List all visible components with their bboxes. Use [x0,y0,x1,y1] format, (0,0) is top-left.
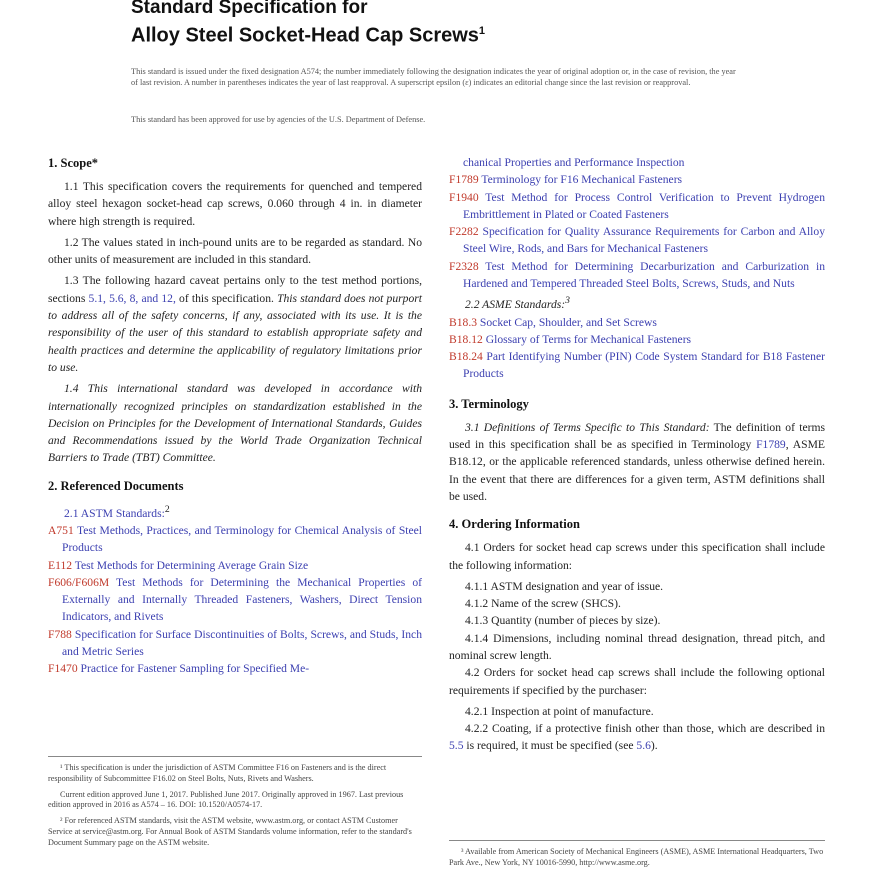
footnote-1: ¹ This specification is under the jurisdiction of ASTM Committee F16 on Fasteners and is the direct responsibility of Subcommittee F16.02 on Steel Bolts, Nuts, Rivets and Washers. [48,763,387,783]
ref-title[interactable]: Terminology for F16 Mechanical Fasteners [478,173,683,187]
right-column [449,154,825,755]
asme-ref-item[interactable] [449,348,825,383]
ref-title[interactable]: Part Identifying Number (PIN) Code System Standard for B18 Fastener Products [463,350,825,381]
ref-item[interactable] [48,626,422,661]
paragraph-1-1: 1.1 This specification covers the requirements for quenched and tempered alloy steel hexagon socket-head cap screws, 0.060 through 4 in. in diameter where high strength is required. [48,180,422,228]
p1-3-caveat: This standard does not purport to address all of the safety concerns, if any, associated with its use. It is the responsibility of the user of this standard to establish appropriate safety and health practices and determine the applicability of regulatory limitations prior to use. [48,291,422,374]
p4-2-2-text-b: is required, it must be specified (see [463,739,637,753]
p4-2-2-ref2[interactable]: 5.6 [636,739,651,753]
asme-heading-text: 2.2 ASME Standards: [465,298,566,312]
terminology-heading: 3. Terminology [449,396,529,411]
p3-1-text-b: , ASME B18.12, or the applicable referenced standards, unless otherwise defined herein. In the event that there are differences for a given term, ASTM definitions shall be used. [449,438,825,503]
ref-title[interactable]: Test Methods for Determining Average Grain Size [72,558,309,572]
ref-code[interactable]: F606/F606M [48,575,110,589]
paragraph-1-4: 1.4 This international standard was developed in accordance with internationally recognized principles on standardization established in the Decision on Principles for the Development of International Standards, Guides and Recommendations issued by the World Trade Organization Technical Barriers to Trade (TBT) Committee. [48,382,422,465]
ref-title[interactable]: Test Method for Process Control Verification to Prevent Hydrogen Embrittlement in Plated or Coated Fasteners [463,190,825,221]
ref-title[interactable]: Practice for Fastener Sampling for Specified Me- [77,662,310,676]
ref-item[interactable] [48,557,422,574]
title-line-1: Standard Specification for [131,0,368,18]
paragraph-4-1-1: 4.1.1 ASTM designation and year of issue. [465,579,664,593]
asme-ref-item[interactable] [449,314,825,331]
footnote-edition: Current edition approved June 1, 2017. Published June 2017. Originally approved in 1967. Last previous edition approved in 2016 as A574 – 16. DOI: 10.1520/A0574-17. [48,789,404,810]
paragraph-1-2: 1.2 The values stated in inch-pound units are to be regarded as standard. No other units of measurement are included in this standard. [48,235,422,267]
paragraph-4-1: 4.1 Orders for socket head cap screws under this specification shall include the following information: [449,541,825,572]
astm-footnote-marker: 2 [164,503,170,515]
ref-continuation[interactable] [449,154,825,171]
ref-item[interactable] [449,171,825,188]
ref-title[interactable]: Socket Cap, Shoulder, and Set Screws [477,315,657,329]
ref-code[interactable]: F1940 [449,190,479,204]
asme-standards-heading [449,292,825,313]
ref-code[interactable]: F2328 [449,259,479,273]
left-column [48,154,422,678]
ref-title[interactable]: Glossary of Terms for Mechanical Fasteners [482,332,692,346]
ref-code[interactable]: F1789 [449,173,479,187]
p3-1-text-a: The definition of terms used in this specification shall be as specified in Terminology [449,420,825,452]
p3-1-italic: 3.1 Definitions of Terms Specific to This Standard: [465,420,710,434]
ref-code[interactable]: B18.3 [449,315,478,329]
paragraph-4-2-2 [449,720,825,755]
ref-item[interactable] [449,223,825,258]
asme-footnote-marker: 3 [565,295,570,307]
scope-heading: 1. Scope* [48,156,98,170]
ref-title[interactable]: Test Method for Determining Decarburization and Carburization in Hardened and Tempered Threaded Steel Bolts, Screws, Studs, and Nuts [463,259,825,291]
paragraph-4-2: 4.2 Orders for socket head cap screws shall include the following optional requirements if specified by the purchaser: [449,666,825,697]
paragraph-4-2-1: 4.2.1 Inspection at point of manufacture. [465,704,654,718]
p4-2-2-text-c: ). [650,739,658,753]
footnote-2: ² For referenced ASTM standards, visit the ASTM website, www.astm.org, or contact ASTM Customer Service at service@astm.org. For Annual Book of ASTM Standards volume information, refer to the standard's Document Summary page on the ASTM website. [48,816,412,847]
right-footnotes [449,840,825,869]
ref-item[interactable] [449,258,825,293]
p4-2-2-text-a: 4.2.2 Coating, if a protective finish other than those, which are described in [465,722,825,736]
ref-item[interactable] [48,660,422,677]
left-footnotes [48,756,422,854]
ref-title[interactable]: Specification for Quality Assurance Requirements for Carbon and Alloy Steel Wire, Rods, and Bars for Mechanical Fasteners [463,225,825,256]
ref-title-continued[interactable]: chanical Properties and Performance Inspection [463,156,685,169]
approval-note: This standard has been approved for use by agencies of the U.S. Department of Defense. [131,115,426,124]
ordering-heading: 4. Ordering Information [449,517,580,532]
paragraph-3-1 [449,419,825,505]
paragraph-1-3 [48,272,422,376]
ref-code[interactable]: A751 [48,523,74,537]
title-text: Alloy Steel Socket-Head Cap Screws [131,24,479,47]
p1-3-text-a: 1.3 The following hazard caveat pertains only to the test method portions, sections [48,274,422,305]
astm-standards-heading [48,501,422,522]
ref-code[interactable]: F1470 [48,662,78,676]
paragraph-4-1-3: 4.1.3 Quantity (number of pieces by size). [465,614,661,628]
title-footnote-marker: 1 [478,25,486,37]
paragraph-4-1-4: 4.1.4 Dimensions, including nominal thread designation, thread pitch, and nominal screw length. [449,631,825,662]
ref-title[interactable]: Test Methods, Practices, and Terminology for Chemical Analysis of Steel Products [62,523,422,555]
asme-ref-item[interactable] [449,331,825,348]
footnote-3: ³ Available from American Society of Mechanical Engineers (ASME), ASME International Headquarters, Two Park Ave., New York, NY 10016-5990, http://www.asme.org. [449,847,824,867]
ref-code[interactable]: F2282 [449,225,479,239]
ref-item[interactable] [449,189,825,224]
title-line-2 [131,19,771,48]
ref-code[interactable]: E112 [48,558,73,572]
p3-1-ref[interactable]: F1789 [756,438,786,452]
p4-2-2-ref[interactable]: 5.5 [449,739,464,753]
paragraph-4-1-2: 4.1.2 Name of the screw (SHCS). [465,597,621,611]
ref-code[interactable]: F788 [48,627,72,641]
astm-heading-text: 2.1 ASTM Standards: [64,506,165,520]
ref-code[interactable]: B18.24 [449,350,483,364]
ref-title[interactable]: Test Methods for Determining the Mechanical Properties of Externally and Internally Threaded Fasteners, Washers, Direct Tension Indicators, and Rivets [62,575,422,624]
referenced-documents-heading: 2. Referenced Documents [48,478,184,493]
ref-title[interactable]: Specification for Surface Discontinuities of Bolts, Screws, and Studs, Inch and Metric Series [62,627,422,658]
designation-note: This standard is issued under the fixed designation A574; the number immediately following the designation indicates the year of original adoption or, in the case of revision, the year of last revision. A number in parentheses indicates the year of last reapproval. A superscript epsilon (ε) indicates an editorial change since the last revision or reapproval. [131,67,736,88]
p1-3-text-b: of this specification. [175,291,278,305]
title-block [131,0,771,48]
ref-item[interactable] [48,574,422,626]
p1-3-section-links[interactable]: 5.1, 5.6, 8, and 12, [88,291,176,305]
ref-item[interactable] [48,522,422,557]
ref-code[interactable]: B18.12 [449,332,483,346]
